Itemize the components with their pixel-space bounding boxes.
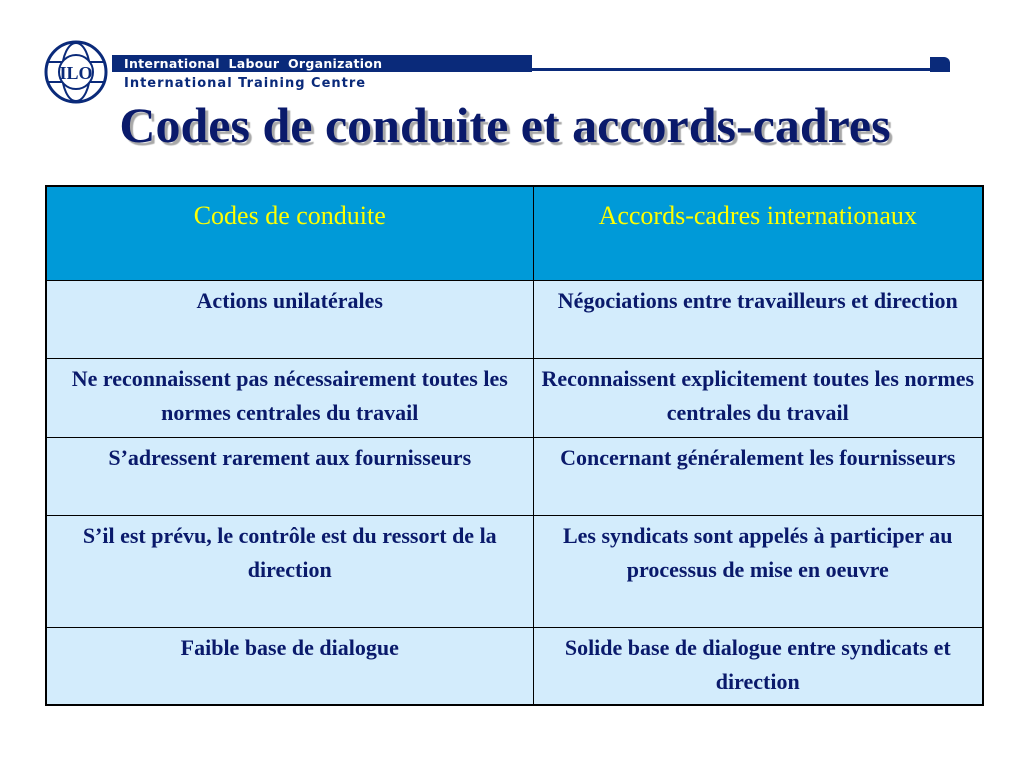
table-cell: S’il est prévu, le contrôle est du ressort de la direction bbox=[46, 515, 533, 627]
table-row bbox=[46, 280, 983, 358]
organization-name: International Labour Organization bbox=[124, 56, 383, 71]
training-centre-name: International Training Centre bbox=[124, 76, 367, 91]
header-banner-line bbox=[532, 68, 930, 71]
table-row bbox=[46, 437, 983, 515]
slide-title: Codes de conduite et accords-cadres bbox=[119, 97, 891, 153]
table-row bbox=[46, 358, 983, 437]
column-header-codes: Codes de conduite bbox=[46, 186, 533, 280]
table-cell: Ne reconnaissent pas nécessairement toutes les normes centrales du travail bbox=[46, 358, 533, 437]
table-cell: Négociations entre travailleurs et direction bbox=[533, 280, 983, 358]
comparison-table bbox=[45, 185, 984, 706]
header-banner-end bbox=[930, 57, 950, 72]
table-cell: Faible base de dialogue bbox=[46, 627, 533, 705]
table-cell: Actions unilatérales bbox=[46, 280, 533, 358]
table-cell: S’adressent rarement aux fournisseurs bbox=[46, 437, 533, 515]
table-cell: Reconnaissent explicitement toutes les normes centrales du travail bbox=[533, 358, 983, 437]
table-cell: Solide base de dialogue entre syndicats et direction bbox=[533, 627, 983, 705]
table-row bbox=[46, 515, 983, 627]
column-header-accords: Accords-cadres internationaux bbox=[533, 186, 983, 280]
table-cell: Concernant généralement les fournisseurs bbox=[533, 437, 983, 515]
table-cell: Les syndicats sont appelés à participer au processus de mise en oeuvre bbox=[533, 515, 983, 627]
logo-text: ILO bbox=[59, 63, 93, 83]
table-row bbox=[46, 627, 983, 705]
table-header-row bbox=[46, 186, 983, 280]
